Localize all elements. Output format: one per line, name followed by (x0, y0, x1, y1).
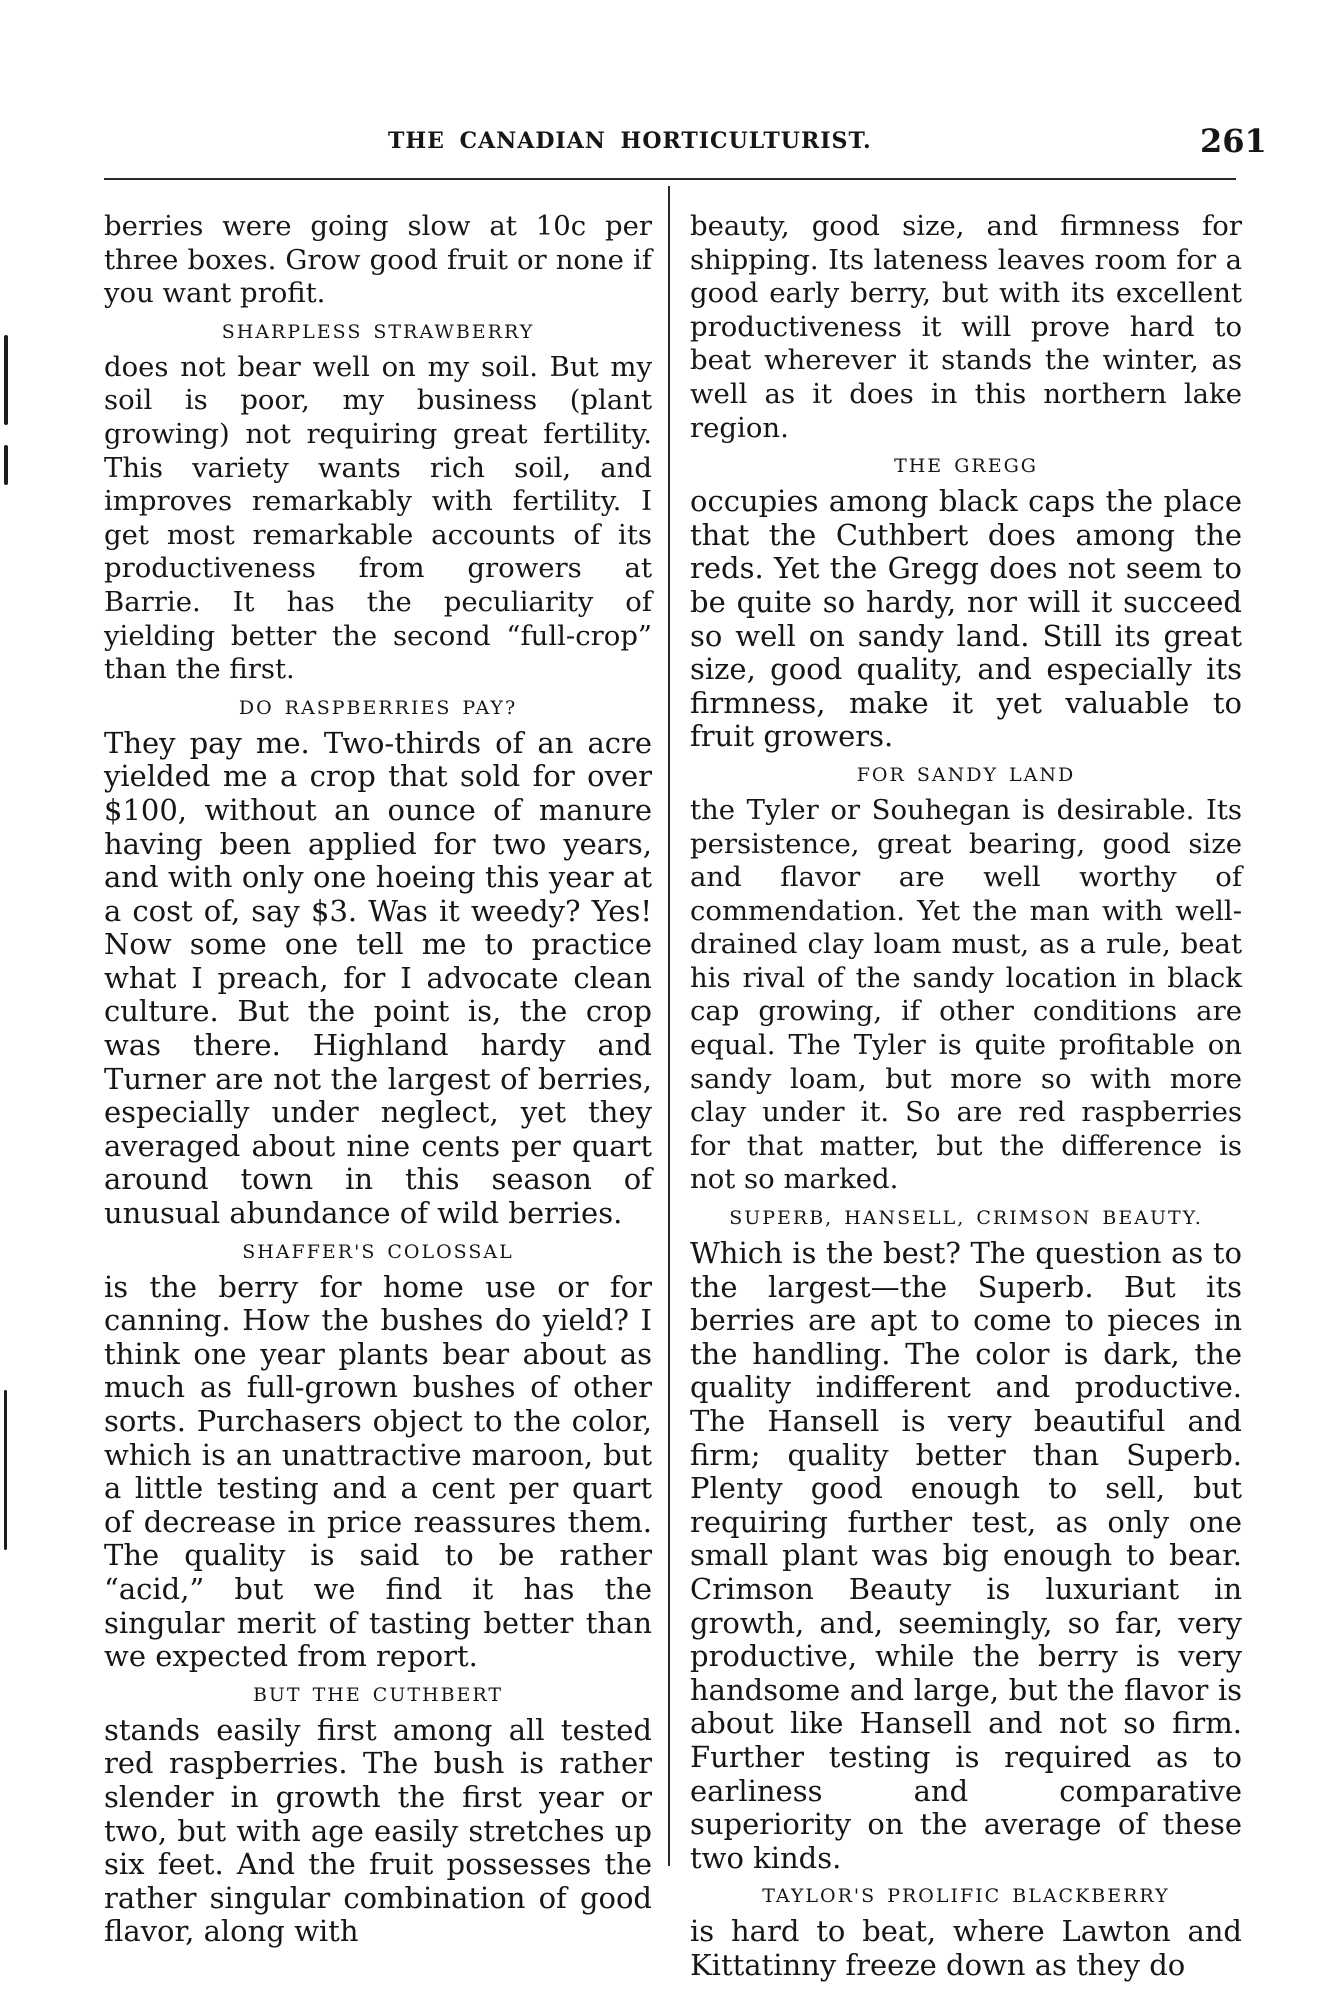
paragraph: Which is the best? The question as to the largest—the Superb. But its berries are apt to come to pieces in the handling. The color is dark, the quality indifferent and productive. The Hansell is very beautiful and firm; quality better than Superb. Plenty good enough to sell, but requiring further test, as only one small plant was big enough to bear. Crimson Beauty is luxuriant in growth, and, seemingly, so far, very productive, while the berry is very handsome and large, but the flavor is about like Hansell and not so firm. Further testing is required as to earliness and comparative superiority on the average of these two kinds. (690, 1236, 1242, 1875)
paragraph: beauty, good size, and firmness for shipping. Its lateness leaves room for a good early berry, but with its excellent productiveness it will prove hard to beat wherever it stands the winter, as well as it does in this northern lake region. (690, 210, 1242, 444)
section-heading: SHARPLESS STRAWBERRY (221, 320, 535, 343)
paragraph: is the berry for home use or for canning. How the bushes do yield? I think one year plants bear about as much as full-grown bushes of other sorts. Purchasers object to the color, which is an unattractive maroon, but a little testing and a cent per quart of decrease in price reassures them. The quality is said to be rather “acid,” but we find it has the singular merit of tasting better than we expected from report. (104, 1269, 652, 1674)
binding-mark (4, 445, 8, 485)
section-heading: TAYLOR'S PROLIFIC BLACKBERRY (762, 1885, 1170, 1908)
section-heading: SUPERB, HANSELL, CRIMSON BEAUTY. (729, 1207, 1203, 1230)
paragraph: occupies among black caps the place that the Cuthbert does among the reds. Yet the Gregg does not seem to be quite so hardy, nor will it succeed so well on sandy land. Still its great size, good quality, and especially its firmness, make it yet valuable to fruit growers. (690, 484, 1242, 754)
right-column (690, 210, 1242, 1983)
paragraph: They pay me. Two-thirds of an acre yielded me a crop that sold for over $100, without an ounce of manure having been applied for two years, and with only one hoeing this year at a cost of, say $3. Was it weedy? Yes! Now some one tell me to practice what I preach, for I advocate clean culture. But the point is, the crop was there. Highland hardy and Turner are not the largest of berries, especially under neglect, yet they averaged about nine cents per quart around town in this season of unusual abundance of wild berries. (104, 725, 652, 1231)
section-heading: FOR SANDY LAND (856, 763, 1076, 786)
section-heading: DO RASPBERRIES PAY? (238, 696, 518, 719)
binding-mark (4, 1390, 7, 1550)
page-number: 261 (1200, 122, 1267, 160)
binding-mark (4, 335, 8, 425)
section-heading: SHAFFER'S COLOSSAL (242, 1240, 514, 1263)
paragraph: berries were going slow at 10c per three boxes. Grow good fruit or none if you want profit. (104, 210, 652, 310)
section-heading: THE GREGG (894, 455, 1038, 478)
paragraph: does not bear well on my soil. But my soil is poor, my business (plant growing) not requiring great fertility. This variety wants rich soil, and improves remarkably with fertility. I get most remarkable accounts of its productiveness from growers at Barrie. It has the peculiarity of yielding better the second “full-crop” than the first. (104, 350, 652, 686)
left-column (104, 210, 652, 1949)
paragraph: is hard to beat, where Lawton and Kittatinny freeze down as they do (690, 1914, 1242, 1982)
header-rule (104, 178, 1236, 180)
column-divider (668, 186, 670, 1866)
section-heading: BUT THE CUTHBERT (252, 1683, 504, 1706)
running-title: THE CANADIAN HORTICULTURIST. (388, 128, 872, 154)
paragraph: stands easily first among all tested red raspberries. The bush is rather slender in growth the first year or two, but with age easily stretches up six feet. And the fruit possesses the rather singular combination of good flavor, along with (104, 1712, 652, 1949)
paragraph: the Tyler or Souhegan is desirable. Its persistence, great bearing, good size and flavor are well worthy of commendation. Yet the man with well-drained clay loam must, as a rule, beat his rival of the sandy location in black cap growing, if other conditions are equal. The Tyler is quite profitable on sandy loam, but more so with more clay under it. So are red raspberries for that matter, but the difference is not so marked. (690, 793, 1242, 1196)
